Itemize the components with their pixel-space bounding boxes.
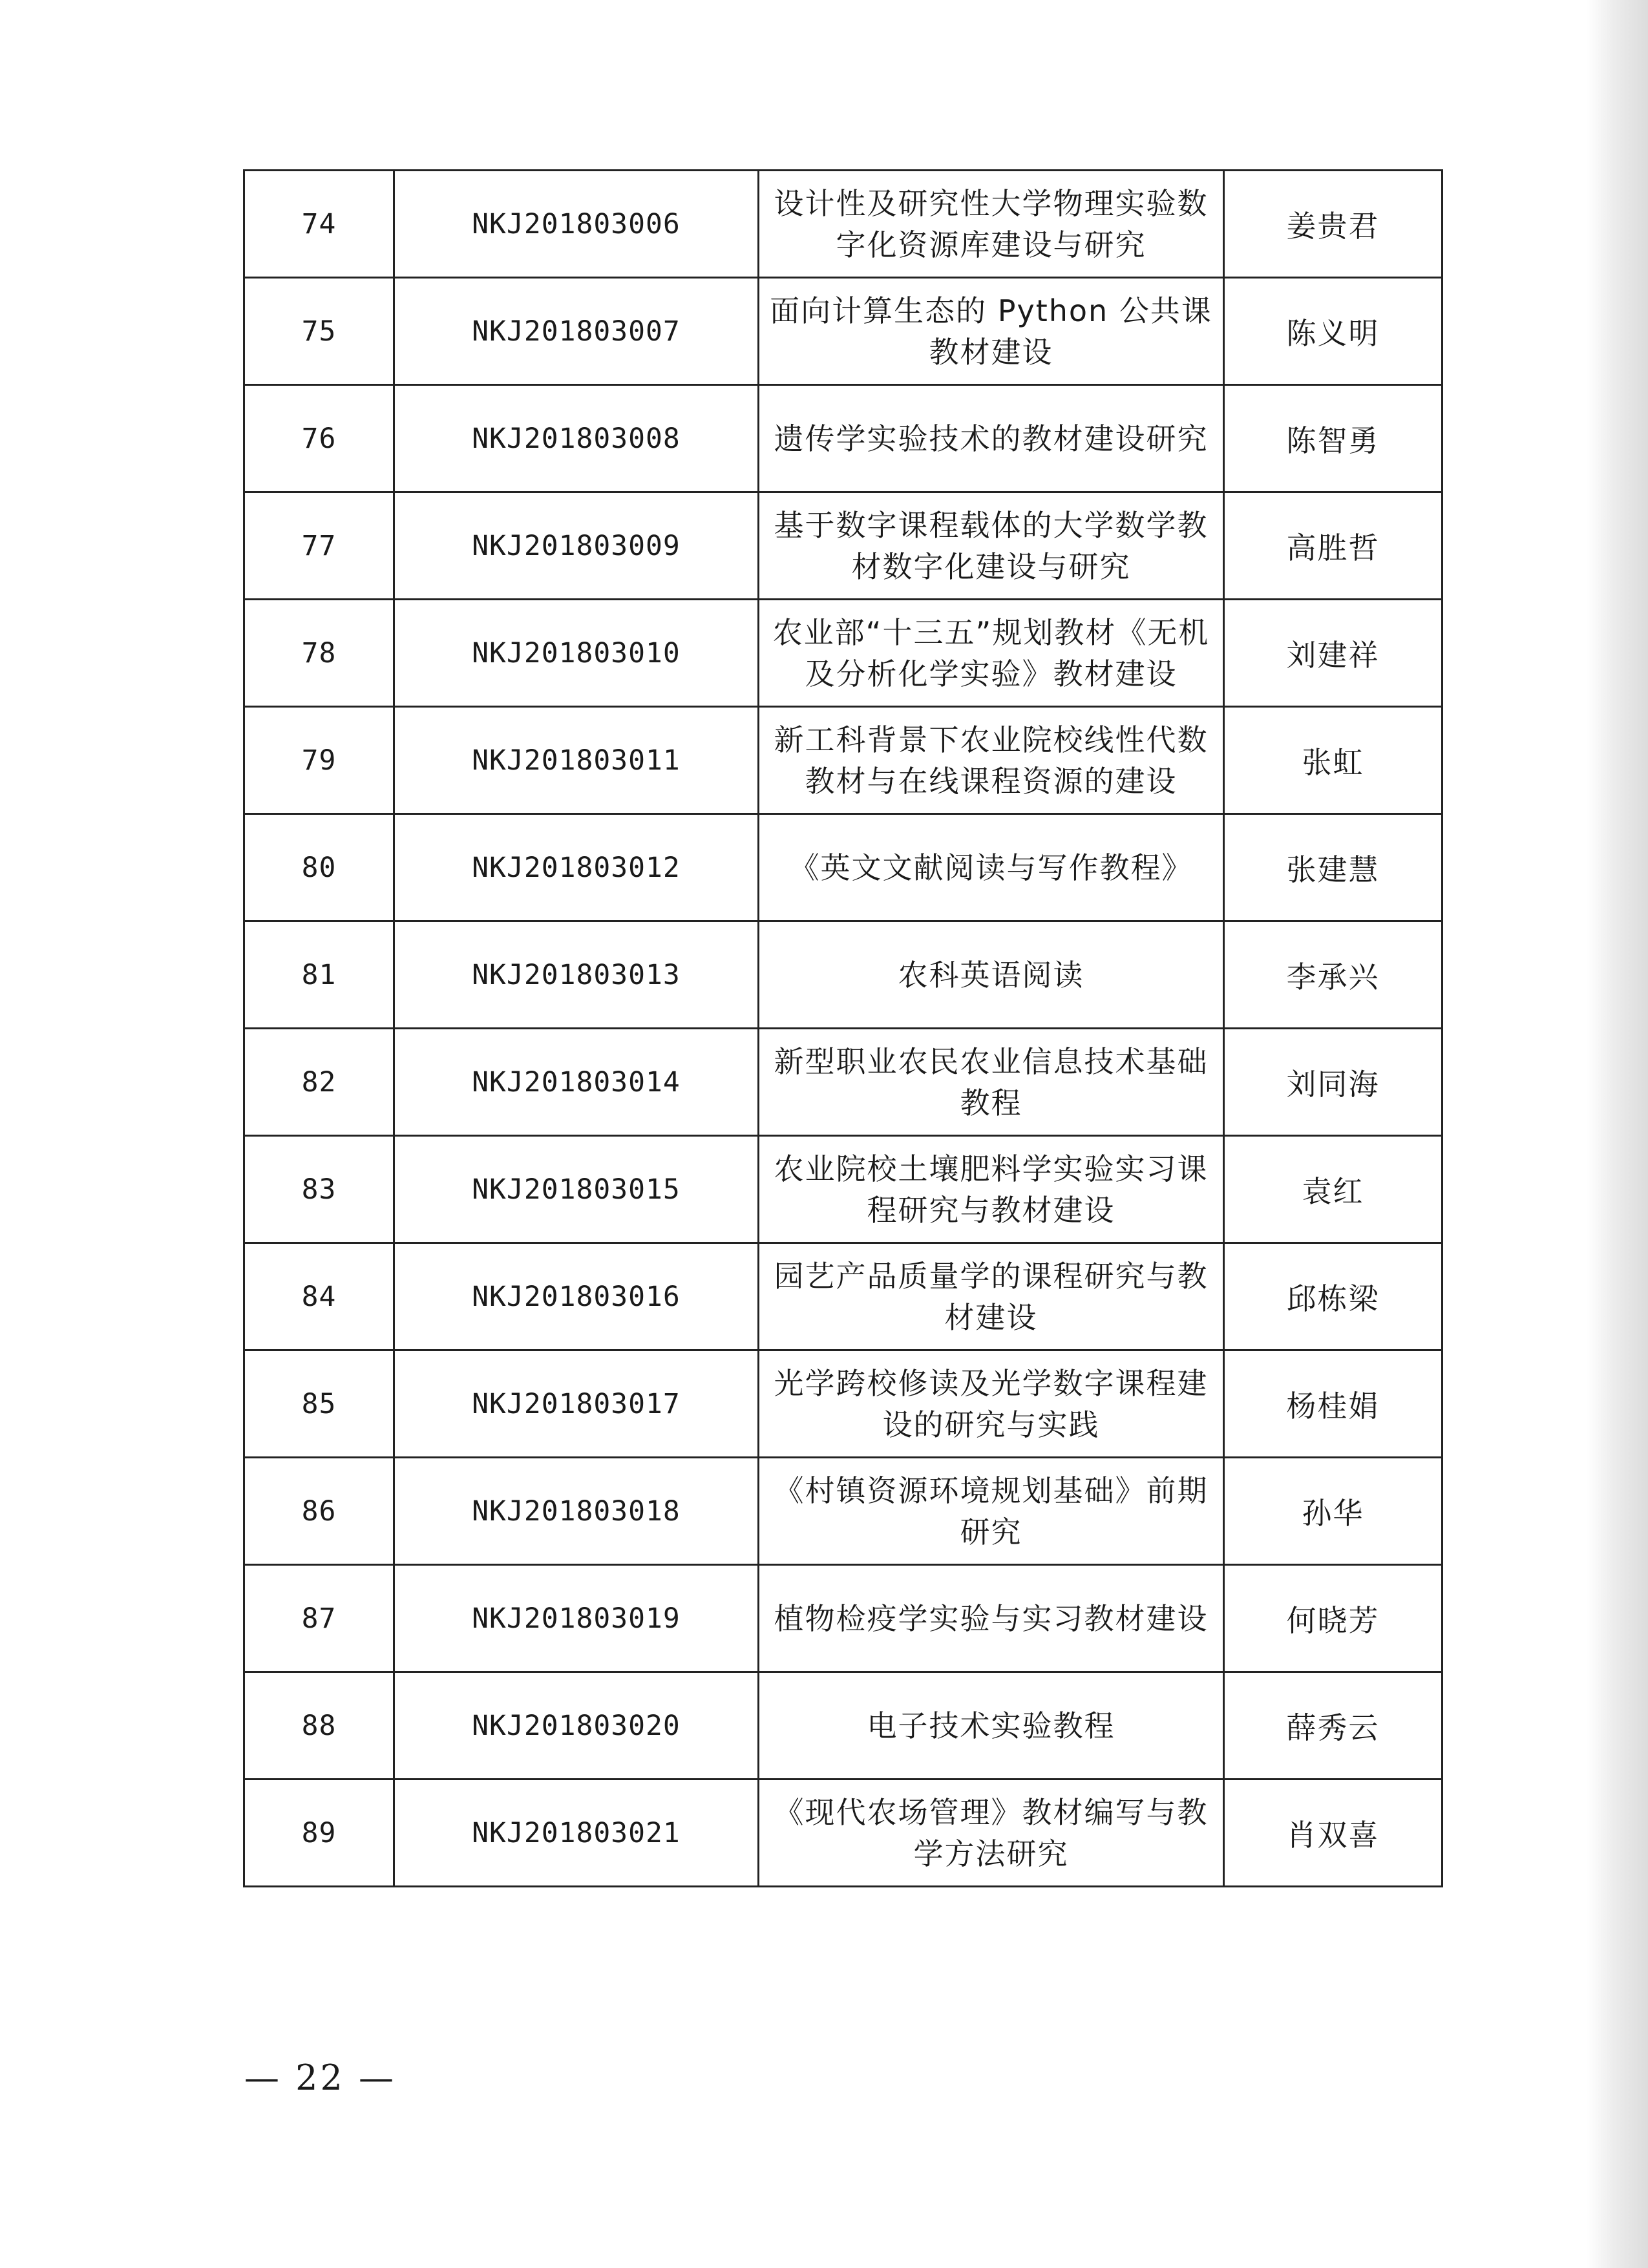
project-title-cell: 《现代农场管理》教材编写与教学方法研究 xyxy=(759,1780,1224,1887)
table-row xyxy=(244,1672,1442,1780)
project-title-cell: 电子技术实验教程 xyxy=(759,1672,1224,1780)
row-number-cell: 83 xyxy=(244,1136,394,1243)
row-number-cell: 89 xyxy=(244,1780,394,1887)
table-row xyxy=(244,171,1442,278)
project-title-cell: 《英文文献阅读与写作教程》 xyxy=(759,814,1224,921)
table-row xyxy=(244,707,1442,814)
project-code-cell: NKJ201803020 xyxy=(394,1672,759,1780)
table-row xyxy=(244,492,1442,600)
project-leader-cell: 何晓芳 xyxy=(1224,1565,1442,1672)
project-leader-cell: 肖双喜 xyxy=(1224,1780,1442,1887)
row-number-cell: 74 xyxy=(244,171,394,278)
row-number-cell: 81 xyxy=(244,921,394,1029)
project-code-cell: NKJ201803012 xyxy=(394,814,759,921)
project-code-cell: NKJ201803014 xyxy=(394,1029,759,1136)
row-number-cell: 78 xyxy=(244,600,394,707)
row-number-cell: 77 xyxy=(244,492,394,600)
row-number-cell: 86 xyxy=(244,1458,394,1565)
project-title-cell: 植物检疫学实验与实习教材建设 xyxy=(759,1565,1224,1672)
row-number-cell: 82 xyxy=(244,1029,394,1136)
project-leader-cell: 陈义明 xyxy=(1224,278,1442,385)
project-code-cell: NKJ201803013 xyxy=(394,921,759,1029)
table-row xyxy=(244,1029,1442,1136)
project-leader-cell: 高胜哲 xyxy=(1224,492,1442,600)
row-number-cell: 79 xyxy=(244,707,394,814)
project-code-cell: NKJ201803006 xyxy=(394,171,759,278)
project-title-cell: 农业院校土壤肥料学实验实习课程研究与教材建设 xyxy=(759,1136,1224,1243)
project-title-cell: 农业部“十三五”规划教材《无机及分析化学实验》教材建设 xyxy=(759,600,1224,707)
row-number-cell: 85 xyxy=(244,1350,394,1458)
project-title-cell: 园艺产品质量学的课程研究与教材建设 xyxy=(759,1243,1224,1350)
row-number-cell: 88 xyxy=(244,1672,394,1780)
project-code-cell: NKJ201803008 xyxy=(394,385,759,492)
project-leader-cell: 姜贵君 xyxy=(1224,171,1442,278)
project-code-cell: NKJ201803011 xyxy=(394,707,759,814)
row-number-cell: 80 xyxy=(244,814,394,921)
project-code-cell: NKJ201803017 xyxy=(394,1350,759,1458)
row-number-cell: 87 xyxy=(244,1565,394,1672)
table-row xyxy=(244,1458,1442,1565)
project-table-container xyxy=(243,169,1441,1887)
project-code-cell: NKJ201803018 xyxy=(394,1458,759,1565)
project-code-cell: NKJ201803021 xyxy=(394,1780,759,1887)
project-code-cell: NKJ201803010 xyxy=(394,600,759,707)
project-leader-cell: 李承兴 xyxy=(1224,921,1442,1029)
project-leader-cell: 陈智勇 xyxy=(1224,385,1442,492)
table-row xyxy=(244,1136,1442,1243)
project-title-cell: 农科英语阅读 xyxy=(759,921,1224,1029)
project-table-body xyxy=(244,171,1442,1887)
project-code-cell: NKJ201803019 xyxy=(394,1565,759,1672)
table-row xyxy=(244,1243,1442,1350)
project-title-cell: 面向计算生态的 Python 公共课教材建设 xyxy=(759,278,1224,385)
project-code-cell: NKJ201803009 xyxy=(394,492,759,600)
project-title-cell: 设计性及研究性大学物理实验数字化资源库建设与研究 xyxy=(759,171,1224,278)
table-row xyxy=(244,1780,1442,1887)
table-row xyxy=(244,814,1442,921)
table-row xyxy=(244,600,1442,707)
project-leader-cell: 邱栋梁 xyxy=(1224,1243,1442,1350)
project-leader-cell: 薛秀云 xyxy=(1224,1672,1442,1780)
project-title-cell: 遗传学实验技术的教材建设研究 xyxy=(759,385,1224,492)
project-title-cell: 新工科背景下农业院校线性代数教材与在线课程资源的建设 xyxy=(759,707,1224,814)
table-row xyxy=(244,921,1442,1029)
row-number-cell: 76 xyxy=(244,385,394,492)
table-row xyxy=(244,1350,1442,1458)
project-code-cell: NKJ201803007 xyxy=(394,278,759,385)
row-number-cell: 84 xyxy=(244,1243,394,1350)
page-edge-shadow xyxy=(1587,0,1648,2268)
project-leader-cell: 杨桂娟 xyxy=(1224,1350,1442,1458)
project-leader-cell: 张虹 xyxy=(1224,707,1442,814)
page-number: — 22 — xyxy=(244,2057,397,2098)
project-title-cell: 《村镇资源环境规划基础》前期研究 xyxy=(759,1458,1224,1565)
project-title-cell: 光学跨校修读及光学数字课程建设的研究与实践 xyxy=(759,1350,1224,1458)
project-title-cell: 基于数字课程载体的大学数学教材数字化建设与研究 xyxy=(759,492,1224,600)
table-row xyxy=(244,1565,1442,1672)
table-row xyxy=(244,278,1442,385)
project-leader-cell: 袁红 xyxy=(1224,1136,1442,1243)
project-title-cell: 新型职业农民农业信息技术基础教程 xyxy=(759,1029,1224,1136)
project-table xyxy=(243,169,1443,1887)
project-leader-cell: 张建慧 xyxy=(1224,814,1442,921)
project-leader-cell: 孙华 xyxy=(1224,1458,1442,1565)
project-leader-cell: 刘同海 xyxy=(1224,1029,1442,1136)
project-code-cell: NKJ201803016 xyxy=(394,1243,759,1350)
table-row xyxy=(244,385,1442,492)
project-leader-cell: 刘建祥 xyxy=(1224,600,1442,707)
row-number-cell: 75 xyxy=(244,278,394,385)
project-code-cell: NKJ201803015 xyxy=(394,1136,759,1243)
